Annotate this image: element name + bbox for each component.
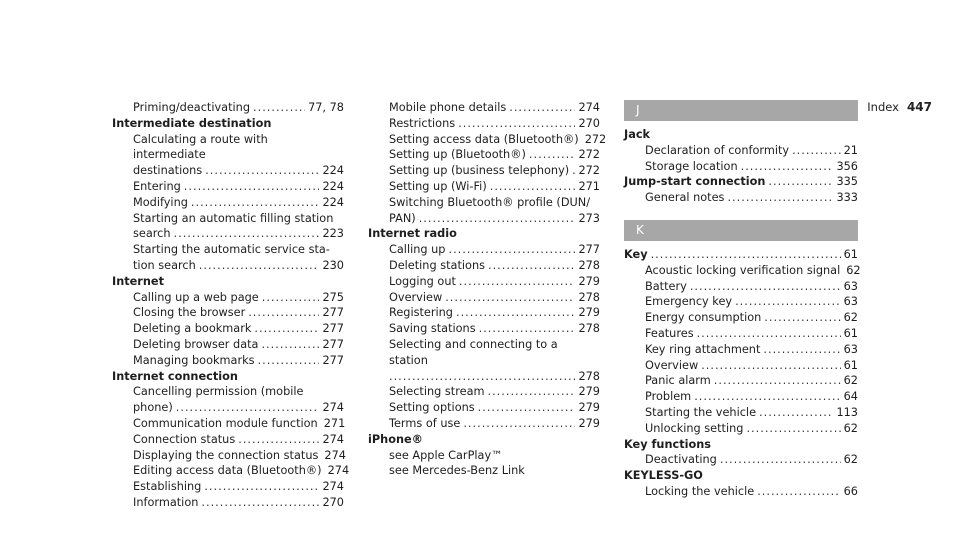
leader-dots xyxy=(479,321,576,337)
index-subentry[interactable] xyxy=(112,100,344,116)
index-subentry[interactable] xyxy=(112,290,344,306)
leader-dots xyxy=(490,179,576,195)
index-subentry[interactable] xyxy=(368,258,600,274)
index-subentry[interactable] xyxy=(368,384,600,400)
page-ref[interactable]: 230 xyxy=(322,258,344,272)
page-ref[interactable]: 278 xyxy=(578,258,600,272)
entry-label: search xyxy=(133,227,171,241)
leader-dots xyxy=(757,484,840,500)
entry-label: Restrictions xyxy=(389,116,456,130)
page-ref[interactable]: 62 xyxy=(843,374,858,388)
index-heading: iPhone® xyxy=(368,432,423,446)
entry-label: Displaying the connection status xyxy=(133,448,319,462)
page-ref[interactable]: 335 xyxy=(836,175,858,189)
entry-label: Jump-start connection xyxy=(624,175,766,189)
entry-label: Connection status xyxy=(133,432,236,446)
entry-label: Overview xyxy=(389,290,443,304)
index-entry xyxy=(368,100,607,226)
leader-dots xyxy=(176,400,320,416)
index-subentry[interactable] xyxy=(112,305,344,321)
leader-dots xyxy=(201,495,319,511)
index-subentry[interactable] xyxy=(368,163,600,179)
entry-label: Deleting stations xyxy=(389,258,485,272)
leader-dots xyxy=(463,416,575,432)
page-ref[interactable]: 62 xyxy=(843,311,858,325)
page-ref[interactable]: 274 xyxy=(322,480,344,494)
leader-dots xyxy=(184,179,320,195)
index-subentry[interactable] xyxy=(112,163,344,179)
index-subentry[interactable] xyxy=(624,294,858,310)
page-ref[interactable]: 61 xyxy=(843,326,858,340)
index-subentry[interactable] xyxy=(112,321,344,337)
index-heading: Internet xyxy=(112,274,164,288)
page-ref[interactable]: 66 xyxy=(843,484,858,498)
page-ref[interactable]: 278 xyxy=(578,369,600,383)
entry-label: Calling up a web page xyxy=(133,290,259,304)
page-ref[interactable]: 223 xyxy=(322,227,344,241)
leader-dots xyxy=(792,143,841,159)
entry-label: Setting access data (Bluetooth®) xyxy=(389,132,579,146)
index-subentry[interactable] xyxy=(112,400,344,416)
index-heading: Jack xyxy=(624,128,651,141)
entry-label: Calling up xyxy=(389,243,446,257)
page-ref[interactable]: 77, 78 xyxy=(308,101,344,114)
entry-label: Selecting stream xyxy=(389,385,485,399)
index-subentry[interactable] xyxy=(368,116,600,132)
entry-label: Saving stations xyxy=(389,322,476,336)
leader-dots xyxy=(448,242,575,258)
index-subentry[interactable] xyxy=(368,290,600,306)
entry-label: Key xyxy=(624,247,648,261)
index-column-2 xyxy=(368,100,607,479)
entry-label: Features xyxy=(645,326,694,340)
leader-dots xyxy=(763,342,840,358)
index-heading: Intermediate destination xyxy=(112,116,272,130)
leader-dots xyxy=(764,310,840,326)
leader-dots xyxy=(509,100,575,116)
leader-dots xyxy=(768,174,833,190)
entry-label: Closing the browser xyxy=(133,306,246,320)
entry-label-line: Starting an automatic filling station xyxy=(133,211,334,225)
entry-label: Information xyxy=(133,495,199,509)
index-subentry[interactable] xyxy=(624,279,858,295)
page-ref[interactable]: 21 xyxy=(843,143,858,157)
page-ref[interactable]: 275 xyxy=(322,290,344,304)
index-entry xyxy=(624,468,858,500)
index-subentry[interactable] xyxy=(624,452,858,468)
page-ref[interactable]: 279 xyxy=(578,401,600,415)
cross-reference[interactable]: see Apple CarPlay™ xyxy=(389,448,503,462)
index-column-1 xyxy=(112,100,350,511)
index-subentry[interactable] xyxy=(624,484,858,500)
leader-dots xyxy=(458,116,575,132)
index-subentry[interactable] xyxy=(368,305,600,321)
entry-label: Storage location xyxy=(645,159,738,173)
index-entry xyxy=(624,437,858,469)
entry-label: Logging out xyxy=(389,274,456,288)
index-subentry[interactable] xyxy=(624,405,858,421)
entry-label: Terms of use xyxy=(389,416,461,430)
leader-dots xyxy=(488,258,575,274)
index-subentry[interactable] xyxy=(112,353,344,369)
page-ref[interactable]: 63 xyxy=(843,342,858,356)
entry-label: phone) xyxy=(133,401,173,415)
leader-dots xyxy=(741,159,834,175)
index-subentry[interactable] xyxy=(368,369,600,385)
index-subentry[interactable] xyxy=(112,337,344,353)
entry-label: Battery xyxy=(645,279,687,293)
index-heading: Internet connection xyxy=(112,369,238,383)
leader-dots xyxy=(389,369,575,385)
leader-dots xyxy=(651,247,841,263)
index-entry xyxy=(624,127,858,174)
index-subentry[interactable] xyxy=(624,190,858,206)
entry-label: Overview xyxy=(645,358,699,372)
entry-label: Declaration of conformity xyxy=(645,143,790,157)
entry-label-line: Cancelling permission (mobile xyxy=(133,385,304,399)
page-ref[interactable]: 113 xyxy=(836,405,858,419)
entry-label: Editing access data (Bluetooth®) xyxy=(133,464,322,478)
index-subentry[interactable] xyxy=(624,159,858,175)
page-ref[interactable]: 61 xyxy=(843,247,858,261)
leader-dots xyxy=(205,163,319,179)
index-subentry[interactable] xyxy=(368,211,600,227)
index-entry xyxy=(112,100,344,116)
entry-label: Communication module function xyxy=(133,416,318,430)
page-ref[interactable]: 63 xyxy=(843,279,858,293)
page-ref[interactable]: 274 xyxy=(324,448,346,462)
index-subentry[interactable] xyxy=(624,358,858,374)
index-subentry[interactable] xyxy=(624,342,858,358)
index-subentry[interactable] xyxy=(368,132,607,148)
entry-label: Unlocking setting xyxy=(645,421,744,435)
leader-dots xyxy=(419,211,576,227)
page-ref[interactable]: 271 xyxy=(323,416,346,430)
leader-dots xyxy=(262,290,320,306)
entry-label: tion search xyxy=(133,258,196,272)
leader-dots xyxy=(759,405,833,421)
page-ref[interactable]: 270 xyxy=(322,495,344,509)
leader-dots xyxy=(248,305,319,321)
index-subentry[interactable] xyxy=(368,321,600,337)
index-subentry[interactable] xyxy=(112,226,344,242)
index-subentry[interactable] xyxy=(112,416,344,432)
page-ref[interactable]: 274 xyxy=(322,401,344,415)
leader-dots xyxy=(690,279,841,295)
entry-label: Starting the vehicle xyxy=(645,405,757,419)
index-subentry[interactable] xyxy=(112,432,344,448)
leader-dots xyxy=(735,294,841,310)
index-heading: KEYLESS-GO xyxy=(624,469,703,483)
entry-label: Setting up (business telephony) xyxy=(389,164,570,178)
index-subentry[interactable] xyxy=(624,143,858,159)
entry-label-line: Calculating a route with intermediate xyxy=(133,132,268,162)
page-ref[interactable]: 63 xyxy=(843,295,858,309)
page-ref[interactable]: 224 xyxy=(322,164,344,178)
leader-dots xyxy=(529,147,576,163)
entry-label: PAN) xyxy=(389,211,416,225)
entry-label: Energy consumption xyxy=(645,311,762,325)
index-entry xyxy=(624,174,858,206)
entry-label: Deleting a bookmark xyxy=(133,322,252,336)
entry-label: Setting options xyxy=(389,401,475,415)
leader-dots xyxy=(253,100,305,116)
letter-divider-k: K xyxy=(624,220,858,241)
page-ref[interactable]: 278 xyxy=(578,322,600,336)
index-heading[interactable] xyxy=(624,247,858,263)
leader-dots xyxy=(174,226,320,242)
leader-dots xyxy=(701,358,840,374)
entry-label: Establishing xyxy=(133,480,202,494)
page-ref[interactable]: 272 xyxy=(584,132,607,146)
entry-label: Mobile phone details xyxy=(389,101,507,114)
index-subentry[interactable] xyxy=(624,263,861,279)
index-subentry[interactable] xyxy=(368,400,600,416)
index-column-3 xyxy=(624,100,861,500)
index-subentry[interactable] xyxy=(368,100,600,116)
leader-dots xyxy=(456,305,575,321)
index-subentry[interactable] xyxy=(368,274,600,290)
leader-dots xyxy=(459,274,576,290)
index-subentry[interactable] xyxy=(368,242,600,258)
leader-dots xyxy=(191,195,320,211)
leader-dots xyxy=(238,432,319,448)
leader-dots xyxy=(697,326,841,342)
entry-label: Locking the vehicle xyxy=(645,484,755,498)
leader-dots xyxy=(720,452,841,468)
page-ref[interactable]: 62 xyxy=(843,421,858,435)
entry-label: Setting up (Wi-Fi) xyxy=(389,179,487,193)
index-subentry[interactable] xyxy=(624,310,858,326)
leader-dots xyxy=(258,353,320,369)
page-ref[interactable]: 279 xyxy=(578,306,600,320)
entry-label-line: Switching Bluetooth® profile (DUN/ xyxy=(389,195,591,209)
entry-label-line: Starting the automatic service sta- xyxy=(133,243,330,257)
index-entry xyxy=(368,432,600,479)
page-ref[interactable]: 270 xyxy=(578,116,600,130)
page-ref[interactable]: 356 xyxy=(836,159,858,173)
entry-label: General notes xyxy=(645,191,725,205)
page-ref[interactable]: 277 xyxy=(322,337,344,351)
page-ref[interactable]: 62 xyxy=(846,263,861,277)
index-heading[interactable] xyxy=(624,174,858,190)
index-heading: Internet radio xyxy=(368,227,457,241)
letter-divider-j: J xyxy=(624,100,858,121)
entry-label: Deactivating xyxy=(645,453,717,467)
index-subentry[interactable] xyxy=(624,373,858,389)
page-ref[interactable]: 277 xyxy=(578,243,600,257)
page-ref[interactable]: 274 xyxy=(322,432,344,446)
index-subentry[interactable] xyxy=(112,195,344,211)
entry-label: Deleting browser data xyxy=(133,337,259,351)
index-subentry[interactable] xyxy=(368,147,600,163)
cross-reference[interactable]: see Mercedes-Benz Link xyxy=(389,464,525,478)
page-ref[interactable]: 61 xyxy=(843,358,858,372)
leader-dots xyxy=(572,163,575,179)
entry-label: Problem xyxy=(645,390,692,404)
page-ref[interactable]: 274 xyxy=(578,101,600,114)
index-subentry[interactable] xyxy=(368,416,600,432)
leader-dots xyxy=(714,373,841,389)
entry-label: Managing bookmarks xyxy=(133,353,255,367)
page-ref[interactable]: 277 xyxy=(322,322,344,336)
index-subentry[interactable] xyxy=(112,179,344,195)
page-ref[interactable]: 279 xyxy=(578,274,600,288)
leader-dots xyxy=(261,337,319,353)
page-ref[interactable]: 279 xyxy=(578,385,600,399)
index-subentry[interactable] xyxy=(624,389,858,405)
entry-label: Panic alarm xyxy=(645,374,711,388)
entry-label: destinations xyxy=(133,164,203,178)
index-heading: Key functions xyxy=(624,437,712,451)
page-ref[interactable]: 271 xyxy=(578,179,600,193)
entry-label: Emergency key xyxy=(645,295,733,309)
leader-dots xyxy=(204,479,319,495)
page-ref[interactable]: 277 xyxy=(322,306,344,320)
leader-dots xyxy=(199,258,320,274)
page-header xyxy=(867,100,932,114)
index-entry xyxy=(112,369,350,511)
leader-dots xyxy=(254,321,319,337)
page-ref[interactable]: 273 xyxy=(578,211,600,225)
index-subentry[interactable] xyxy=(368,179,600,195)
page-ref[interactable]: 272 xyxy=(578,148,600,162)
index-subentry[interactable] xyxy=(112,479,344,495)
entry-label: Setting up (Bluetooth®) xyxy=(389,148,526,162)
index-entry xyxy=(368,226,600,431)
entry-label: Acoustic locking verification signal xyxy=(645,263,841,277)
leader-dots xyxy=(445,290,575,306)
page-ref[interactable]: 274 xyxy=(327,464,350,478)
page-ref[interactable]: 278 xyxy=(578,290,600,304)
entry-label-line: Selecting and connecting to a station xyxy=(389,337,558,367)
entry-label: Priming/deactivating xyxy=(133,101,251,114)
page-ref[interactable]: 64 xyxy=(843,390,858,404)
leader-dots xyxy=(727,190,833,206)
index-entry xyxy=(112,274,344,369)
leader-dots xyxy=(478,400,576,416)
entry-label: Key ring attachment xyxy=(645,342,761,356)
index-subentry[interactable] xyxy=(624,326,858,342)
leader-dots xyxy=(488,384,576,400)
leader-dots xyxy=(694,389,840,405)
page-ref[interactable]: 272 xyxy=(578,164,600,178)
index-subentry[interactable] xyxy=(112,448,344,464)
index-entry xyxy=(624,247,861,437)
index-subentry[interactable] xyxy=(112,495,344,511)
index-subentry[interactable] xyxy=(624,421,858,437)
index-subentry[interactable] xyxy=(112,258,344,274)
entry-label: Modifying xyxy=(133,195,188,209)
section-title: Index xyxy=(867,100,899,114)
page-ref[interactable]: 62 xyxy=(843,453,858,467)
entry-label: Registering xyxy=(389,306,453,320)
index-entry xyxy=(112,116,344,274)
entry-label: Entering xyxy=(133,179,181,193)
page-ref[interactable]: 279 xyxy=(578,416,600,430)
page-ref[interactable]: 224 xyxy=(322,179,344,193)
page-ref[interactable]: 333 xyxy=(836,191,858,205)
page-number: 447 xyxy=(906,100,932,114)
index-subentry[interactable] xyxy=(112,463,350,479)
leader-dots xyxy=(746,421,840,437)
page-ref[interactable]: 277 xyxy=(322,353,344,367)
page-ref[interactable]: 224 xyxy=(322,195,344,209)
